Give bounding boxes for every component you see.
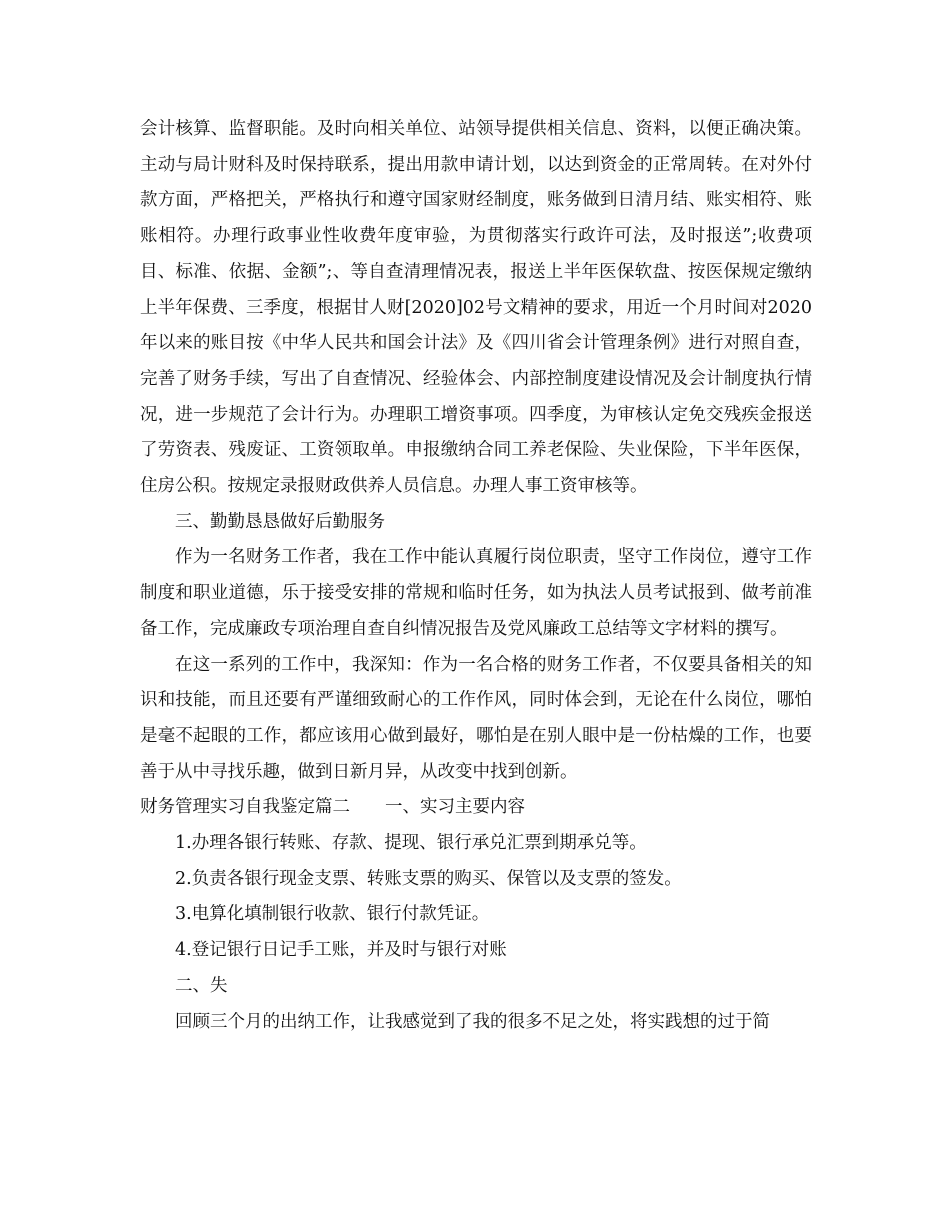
- paragraph-review: 回顾三个月的出纳工作，让我感觉到了我的很多不足之处，将实践想的过于简: [175, 1011, 770, 1032]
- document-body: [140, 112, 812, 1040]
- list-item-3: 3.电算化填制银行收款、银行付款凭证。: [175, 904, 490, 925]
- list-item-4: 4.登记银行日记手工账，并及时与银行对账: [175, 940, 507, 961]
- list-item-1: 1.办理各银行转账、存款、提现、银行承兑汇票到期承兑等。: [175, 833, 647, 854]
- paragraph-reflection: 在这一系列的工作中，我深知：作为一名合格的财务工作者，不仅要具备相关的知识和技能，而且还要有严谨细致耐心的工作作风，同时体会到，无论在什么岗位，哪怕是毫不起眼的工作，都应该用心做到最好，哪怕是在别人眼中是一份枯燥的工作，也要善于从中寻找乐趣，做到日新月异，从改变中找到创新。: [140, 654, 812, 782]
- heading-shortcomings: 二、失: [175, 975, 228, 996]
- section-title-part-two: 财务管理实习自我鉴定篇二 一、实习主要内容: [140, 797, 525, 818]
- heading-logistics-service: 三、勤勤恳恳做好后勤服务: [175, 511, 385, 532]
- paragraph-accounting-duties: 会计核算、监督职能。及时向相关单位、站领导提供相关信息、资料，以便正确决策。主动与局计财科及时保持联系，提出用款申请计划，以达到资金的正常周转。在对外付款方面，严格把关，严格执行和遵守国家财经制度，账务做到日清月结、账实相符、账账相符。办理行政事业性收费年度审验，为贯彻落实行政许可法，及时报送”;收费项目、标准、依据、金额”;、等自查清理情况表，报送上半年医保软盘、按医保规定缴纳上半年保费、三季度，根据甘人财[2020]02号文精神的要求，用近一个月时间对2020年以来的账目按《中华人民共和国会计法》及《四川省会计管理条例》进行对照自查，完善了财务手续，写出了自查情况、经验体会、内部控制度建设情况及会计制度执行情况，进一步规范了会计行为。办理职工增资事项。四季度，为审核认定免交残疾金报送了劳资表、残废证、工资领取单。申报缴纳合同工养老保险、失业保险，下半年医保，住房公积。按规定录报财政供养人员信息。办理人事工资审核等。: [140, 119, 812, 497]
- paragraph-work-attitude: 作为一名财务工作者，我在工作中能认真履行岗位职责，坚守工作岗位，遵守工作制度和职业道德，乐于接受安排的常规和临时任务，如为执法人员考试报到、做考前准备工作，完成廉政专项治理自查自纠情况报告及党风廉政工总结等文字材料的撰写。: [140, 547, 812, 639]
- list-item-2: 2.负责各银行现金支票、转账支票的购买、保管以及支票的签发。: [175, 868, 682, 889]
